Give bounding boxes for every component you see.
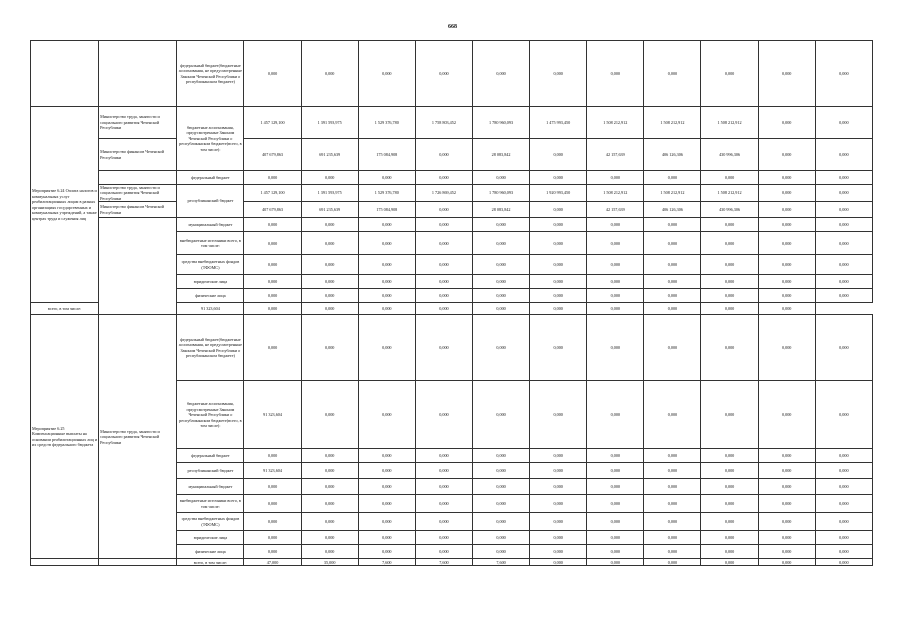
amount-cell: 0,000 [530,171,587,185]
amount-cell: 0,000 [644,463,701,479]
amount-cell: 0,000 [301,289,358,303]
amount-cell: 0,000 [244,315,301,381]
funding-source: юридические лица [177,531,244,545]
amount-cell: 0,000 [758,513,815,531]
amount-cell: 0,000 [644,41,701,107]
amount-cell: 0,000 [472,495,529,513]
amount-cell: 0,000 [244,495,301,513]
amount-cell: 0,000 [701,463,758,479]
amount-cell: 430 996,306 [701,202,758,218]
amount-cell: 0,000 [644,449,701,463]
amount-cell: 0,000 [358,255,415,275]
amount-cell: 0,000 [415,218,472,232]
amount-cell: 0,000 [415,545,472,559]
amount-cell: 0,000 [587,303,644,315]
amount-cell: 0,000 [415,303,472,315]
amount-cell: 0,000 [358,275,415,289]
amount-cell: 0,000 [472,171,529,185]
funding-source: всего, в том числе: [31,303,99,315]
amount-cell: 0,000 [530,139,587,171]
amount-cell: 0,000 [358,381,415,449]
funding-source: федеральный бюджет(бюджетные ассигнования, не предусмотренные Законом Чеченской Республики о республиканском бюджете) [177,41,244,107]
amount-cell: 0,000 [644,289,701,303]
amount-cell: 406 126,306 [644,202,701,218]
amount-cell: 0,000 [758,315,815,381]
amount-cell: 7,600 [358,559,415,566]
amount-cell: 0,000 [358,303,415,315]
executor-cell [99,559,177,566]
amount-cell: 0,000 [644,545,701,559]
amount-cell: 0,000 [758,218,815,232]
amount-cell: 0,000 [644,381,701,449]
amount-cell: 0,000 [415,41,472,107]
amount-cell: 407 679,863 [244,202,301,218]
amount-cell: 0,000 [587,381,644,449]
amount-cell: 1 529 376,780 [358,107,415,139]
amount-cell: 0,000 [701,275,758,289]
amount-cell: 406 126,306 [644,139,701,171]
amount-cell: 0,000 [415,275,472,289]
amount-cell: 0,000 [301,303,358,315]
amount-cell: 0,000 [644,303,701,315]
amount-cell: 0,000 [472,513,529,531]
amount-cell: 0,000 [758,559,815,566]
amount-cell: 0,000 [587,232,644,255]
amount-cell: 1 780 960,093 [472,185,529,202]
amount-cell: 691 235,639 [301,202,358,218]
table-row [31,559,873,566]
amount-cell: 1 508 212,912 [701,107,758,139]
funding-source: республиканский бюджет [177,463,244,479]
amount-cell: 0,000 [758,41,815,107]
amount-cell: 35,000 [301,559,358,566]
executor-cell [99,171,177,185]
executor-name: Министерство труда, занятости и социального развития Чеченской Республики [99,315,177,559]
amount-cell: 407 679,863 [244,139,301,171]
amount-cell: 0,000 [530,41,587,107]
amount-cell: 0,000 [472,531,529,545]
funding-source: федеральный бюджет(бюджетные ассигнования, не предусмотренные Законом Чеченской Республики о республиканском бюджете) [177,315,244,381]
amount-cell: 0,000 [701,255,758,275]
funding-source: физические лица [177,545,244,559]
amount-cell: 0,000 [815,479,872,495]
amount-cell: 0,000 [358,513,415,531]
amount-cell: 0,000 [587,495,644,513]
amount-cell: 0,000 [701,381,758,449]
amount-cell: 0,000 [301,479,358,495]
amount-cell: 0,000 [530,545,587,559]
amount-cell: 1 475 993,450 [530,107,587,139]
amount-cell: 0,000 [358,315,415,381]
amount-cell: 0,000 [815,218,872,232]
amount-cell: 0,000 [701,449,758,463]
funding-source: федеральный бюджет [177,171,244,185]
amount-cell: 0,000 [415,171,472,185]
amount-cell: 0,000 [301,449,358,463]
amount-cell: 0,000 [644,559,701,566]
amount-cell: 47,000 [244,559,301,566]
amount-cell: 0,000 [301,495,358,513]
amount-cell: 1 758 803,452 [415,107,472,139]
amount-cell: 0,000 [701,171,758,185]
amount-cell: 42 157,639 [587,202,644,218]
funding-source: всего, в том числе: [177,559,244,566]
amount-cell: 0,000 [244,545,301,559]
budget-table [30,40,873,566]
amount-cell: 0,000 [530,495,587,513]
table-row [31,41,873,107]
table-row [31,315,873,381]
amount-cell: 0,000 [415,513,472,531]
amount-cell: 0,000 [530,232,587,255]
amount-cell: 0,000 [644,315,701,381]
amount-cell: 430 996,306 [701,139,758,171]
executor-name: Министерство труда, занятости и социального развития Чеченской Республики [99,107,177,139]
table-row [31,139,873,171]
amount-cell: 0,000 [815,275,872,289]
amount-cell: 0,000 [587,559,644,566]
amount-cell: 0,000 [644,513,701,531]
amount-cell: 0,000 [815,513,872,531]
amount-cell: 0,000 [301,513,358,531]
amount-cell: 0,000 [530,463,587,479]
table-row [31,171,873,185]
amount-cell: 0,000 [815,289,872,303]
amount-cell: 0,000 [758,139,815,171]
amount-cell: 0,000 [472,41,529,107]
amount-cell: 0,000 [758,479,815,495]
amount-cell: 0,000 [758,381,815,449]
amount-cell: 0,000 [301,41,358,107]
amount-cell: 0,000 [758,107,815,139]
amount-cell: 0,000 [301,232,358,255]
amount-cell: 0,000 [358,449,415,463]
amount-cell: 0,000 [530,381,587,449]
amount-cell: 0,000 [644,171,701,185]
amount-cell: 0,000 [415,289,472,303]
amount-cell: 0,000 [301,255,358,275]
amount-cell: 0,000 [472,381,529,449]
amount-cell: 0,000 [301,275,358,289]
amount-cell: 0,000 [701,315,758,381]
amount-cell: 0,000 [530,449,587,463]
amount-cell: 0,000 [530,559,587,566]
amount-cell: 0,000 [758,303,815,315]
amount-cell: 0,000 [758,449,815,463]
amount-cell: 0,000 [472,218,529,232]
amount-cell: 1 508 212,912 [701,185,758,202]
amount-cell: 1 508 212,912 [644,107,701,139]
amount-cell: 1 508 212,912 [644,185,701,202]
table-row [31,202,873,218]
event-cell [31,41,99,107]
amount-cell: 0,000 [358,495,415,513]
executor-name: Министерство финансов Чеченской Республики [99,139,177,171]
amount-cell: 0,000 [587,315,644,381]
amount-cell: 0,000 [415,232,472,255]
amount-cell: 0,000 [815,531,872,545]
amount-cell: 0,000 [758,495,815,513]
amount-cell: 0,000 [472,303,529,315]
funding-source: средства внебюджетных фондов (ТФОМС) [177,513,244,531]
executor-cell [99,41,177,107]
event-name: Мероприятие 6.24 Оплата налогов и коммунальных услуг реабилитационных лицам в разных организациях государственных и коммунальных учреждений, а также центрах труда и служения лиц [31,107,99,303]
amount-cell: 0,000 [701,41,758,107]
funding-source: бюджетные ассигнования, предусмотренные Законом Чеченской Республики о республиканском бюджете(всего, в том числе): [177,381,244,449]
amount-cell: 0,000 [701,218,758,232]
amount-cell: 0,000 [244,41,301,107]
amount-cell: 0,000 [815,139,872,171]
funding-source: бюджетные ассигнования, предусмотренные Законом Чеченской Республики о республиканском бюджете(всего, в том числе): [177,107,244,171]
amount-cell: 0,000 [472,289,529,303]
amount-cell: 0,000 [587,275,644,289]
amount-cell: 0,000 [758,545,815,559]
amount-cell: 0,000 [244,275,301,289]
amount-cell: 0,000 [358,479,415,495]
table-row [31,218,873,232]
amount-cell: 0,000 [415,255,472,275]
amount-cell: 0,000 [530,479,587,495]
amount-cell: 0,000 [358,41,415,107]
amount-cell: 0,000 [758,255,815,275]
amount-cell: 0,000 [301,218,358,232]
funding-source: республиканский бюджет [177,185,244,218]
amount-cell: 0,000 [587,479,644,495]
amount-cell: 0,000 [815,255,872,275]
amount-cell: 1 508 212,912 [587,185,644,202]
amount-cell: 0,000 [530,275,587,289]
table-row [31,185,873,202]
amount-cell: 1 457 129,100 [244,185,301,202]
amount-cell: 0,000 [530,218,587,232]
amount-cell: 0,000 [587,531,644,545]
amount-cell: 0,000 [701,531,758,545]
amount-cell: 0,000 [815,545,872,559]
amount-cell: 0,000 [815,171,872,185]
amount-cell: 0,000 [815,449,872,463]
amount-cell: 0,000 [530,289,587,303]
amount-cell: 0,000 [701,303,758,315]
amount-cell: 0,000 [415,315,472,381]
amount-cell: 0,000 [472,232,529,255]
amount-cell: 7,600 [415,559,472,566]
amount-cell: 0,000 [815,495,872,513]
amount-cell: 7,600 [472,559,529,566]
amount-cell: 691 235,639 [301,139,358,171]
amount-cell: 0,000 [815,381,872,449]
amount-cell: 0,000 [415,495,472,513]
funding-source: муниципальный бюджет [177,479,244,495]
amount-cell: 0,000 [587,171,644,185]
amount-cell: 0,000 [358,463,415,479]
amount-cell: 1 920 993,450 [530,185,587,202]
amount-cell: 1 529 376,780 [358,185,415,202]
amount-cell: 0,000 [301,463,358,479]
event-name: Мероприятие 6.25 Компенсационные выплаты на основании реабилитационных лиц и их средств федерального бюджета [31,315,99,559]
amount-cell: 0,000 [758,185,815,202]
amount-cell: 0,000 [815,232,872,255]
amount-cell: 0,000 [358,289,415,303]
amount-cell: 0,000 [472,315,529,381]
amount-cell: 0,000 [244,171,301,185]
amount-cell: 0,000 [358,545,415,559]
amount-cell: 0,000 [644,275,701,289]
amount-cell: 1 726 869,452 [415,185,472,202]
amount-cell: 0,000 [701,479,758,495]
amount-cell: 0,000 [415,381,472,449]
amount-cell: 0,000 [415,479,472,495]
amount-cell: 0,000 [415,202,472,218]
table-row [31,107,873,139]
funding-source: муниципальный бюджет [177,218,244,232]
amount-cell: 0,000 [244,531,301,545]
executor-name: Министерство труда, занятости и социального развития Чеченской Республики [99,185,177,202]
amount-cell: 91 323,604 [244,381,301,449]
amount-cell: 0,000 [587,289,644,303]
funding-source: внебюджетные источники всего, в том числе: [177,232,244,255]
amount-cell: 0,000 [815,315,872,381]
amount-cell: 0,000 [701,495,758,513]
amount-cell: 0,000 [530,315,587,381]
amount-cell: 0,000 [587,449,644,463]
amount-cell: 0,000 [244,479,301,495]
amount-cell: 0,000 [701,545,758,559]
amount-cell: 0,000 [415,139,472,171]
amount-cell: 91 323,604 [177,303,244,315]
amount-cell: 0,000 [301,381,358,449]
amount-cell: 0,000 [758,232,815,255]
amount-cell: 0,000 [815,202,872,218]
amount-cell: 0,000 [530,255,587,275]
amount-cell: 0,000 [358,232,415,255]
amount-cell: 0,000 [472,545,529,559]
amount-cell: 1 457 129,100 [244,107,301,139]
amount-cell: 28 083,842 [472,202,529,218]
amount-cell: 0,000 [415,463,472,479]
amount-cell: 0,000 [587,513,644,531]
amount-cell: 0,000 [301,531,358,545]
amount-cell: 0,000 [587,41,644,107]
amount-cell: 0,000 [472,255,529,275]
amount-cell: 0,000 [587,463,644,479]
funding-source: внебюджетные источники всего, в том числе: [177,495,244,513]
executor-cell [99,218,177,315]
amount-cell: 0,000 [701,513,758,531]
amount-cell: 0,000 [358,531,415,545]
amount-cell: 0,000 [815,41,872,107]
amount-cell: 1 780 960,093 [472,107,529,139]
amount-cell: 0,000 [244,289,301,303]
amount-cell: 1 508 212,912 [587,107,644,139]
amount-cell: 0,000 [587,545,644,559]
amount-cell: 0,000 [530,303,587,315]
amount-cell: 0,000 [644,479,701,495]
amount-cell: 0,000 [530,531,587,545]
amount-cell: 0,000 [644,255,701,275]
funding-source: юридические лица [177,275,244,289]
amount-cell: 0,000 [530,202,587,218]
amount-cell: 0,000 [815,107,872,139]
page-number: 668 [448,24,457,30]
amount-cell: 0,000 [701,559,758,566]
amount-cell: 28 083,842 [472,139,529,171]
amount-cell: 0,000 [644,495,701,513]
amount-cell: 0,000 [415,531,472,545]
amount-cell: 91 323,604 [244,463,301,479]
amount-cell: 0,000 [244,218,301,232]
amount-cell: 0,000 [644,531,701,545]
amount-cell: 0,000 [415,449,472,463]
amount-cell: 175 084,908 [358,202,415,218]
amount-cell: 0,000 [758,171,815,185]
amount-cell: 0,000 [815,559,872,566]
amount-cell: 0,000 [472,479,529,495]
amount-cell: 0,000 [815,463,872,479]
amount-cell: 0,000 [358,171,415,185]
amount-cell: 0,000 [358,218,415,232]
amount-cell: 0,000 [244,232,301,255]
amount-cell: 1 391 593,975 [301,107,358,139]
amount-cell: 0,000 [244,255,301,275]
amount-cell: 1 391 593,975 [301,185,358,202]
amount-cell: 0,000 [587,255,644,275]
amount-cell: 0,000 [815,185,872,202]
amount-cell: 0,000 [758,289,815,303]
amount-cell: 0,000 [244,449,301,463]
executor-name: Министерство финансов Чеченской Республики [99,202,177,218]
amount-cell: 42 157,639 [587,139,644,171]
amount-cell: 0,000 [472,463,529,479]
amount-cell: 0,000 [301,171,358,185]
amount-cell: 0,000 [244,303,301,315]
amount-cell: 0,000 [644,232,701,255]
amount-cell: 0,000 [301,315,358,381]
funding-source: средства внебюджетных фондов (ТФОМС) [177,255,244,275]
amount-cell: 0,000 [301,545,358,559]
amount-cell: 0,000 [244,513,301,531]
amount-cell: 0,000 [758,531,815,545]
amount-cell: 0,000 [472,449,529,463]
amount-cell: 0,000 [758,463,815,479]
amount-cell: 0,000 [530,513,587,531]
amount-cell: 0,000 [472,275,529,289]
amount-cell: 0,000 [587,218,644,232]
amount-cell: 0,000 [644,218,701,232]
funding-source: физические лица [177,289,244,303]
amount-cell: 0,000 [701,289,758,303]
event-cell [31,559,99,566]
amount-cell: 0,000 [701,232,758,255]
amount-cell: 0,000 [758,202,815,218]
amount-cell: 175 084,908 [358,139,415,171]
funding-source: федеральный бюджет [177,449,244,463]
amount-cell: 0,000 [758,275,815,289]
